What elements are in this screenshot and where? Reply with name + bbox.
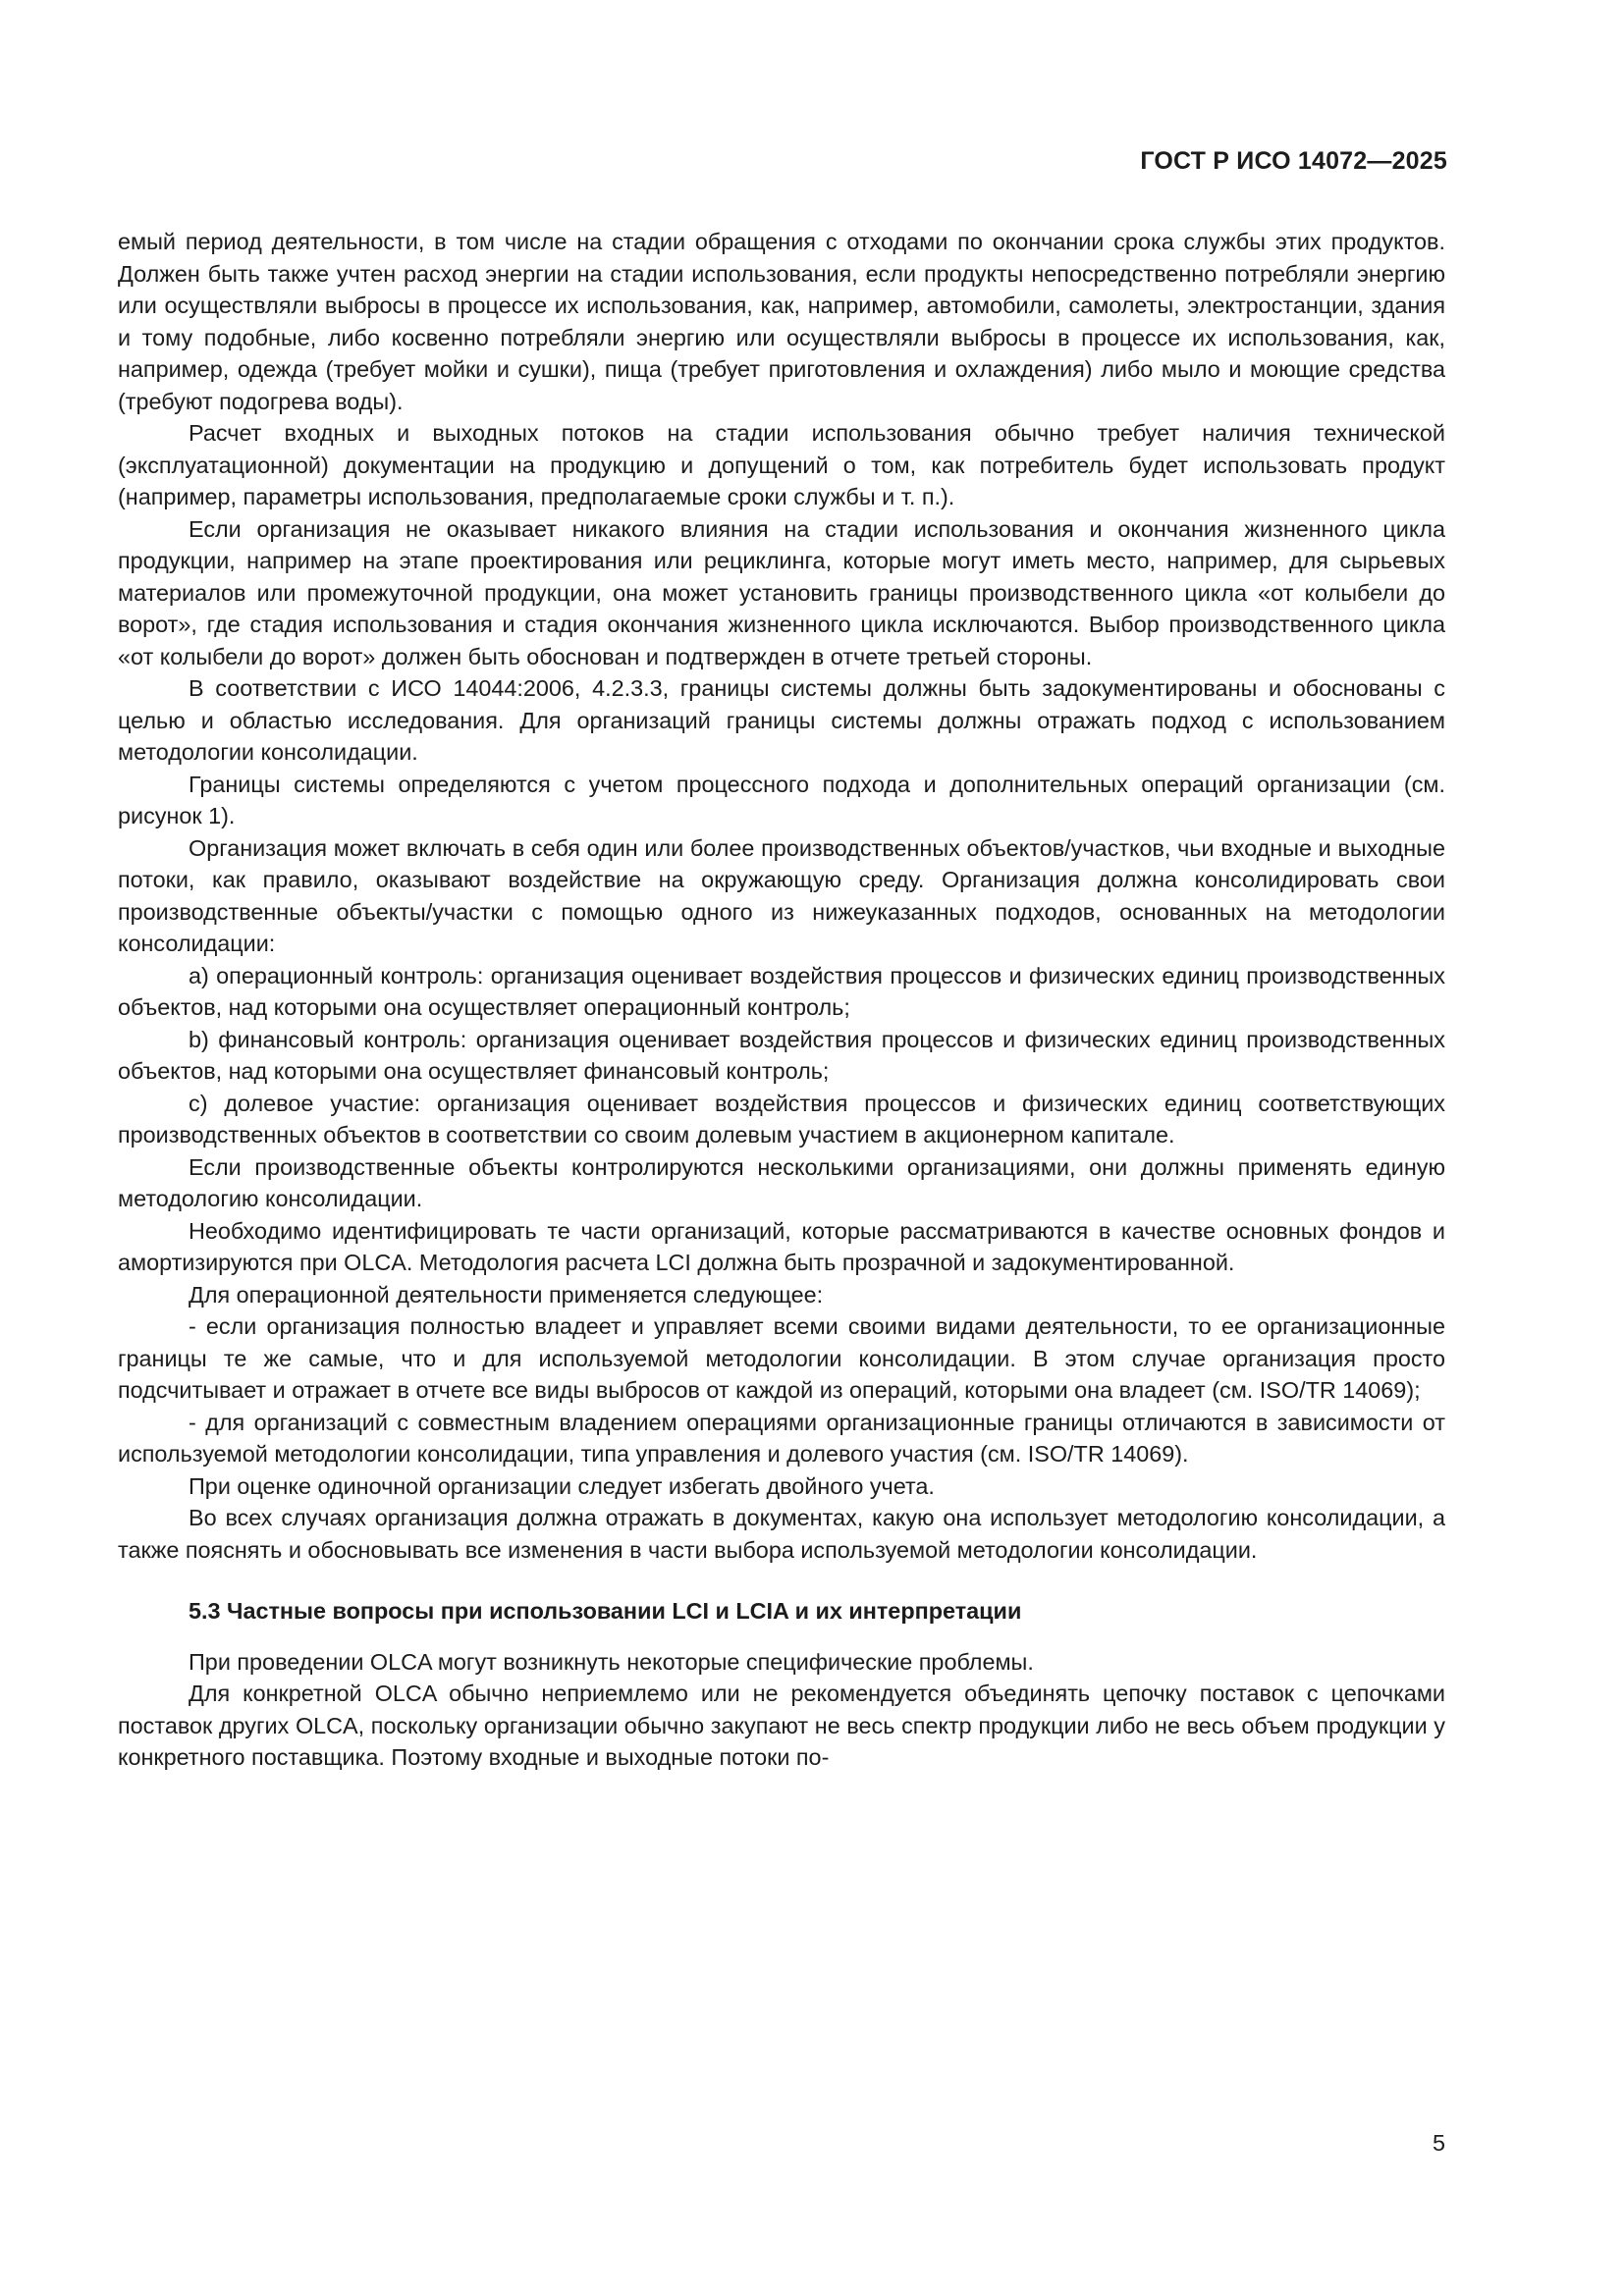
paragraph: При оценке одиночной организации следует избегать двойного учета. — [189, 1472, 935, 1499]
paragraph: В соответствии с ИСО 14044:2006, 4.2.3.3, границы системы должны быть задокументированы и обоснованы с целью и областью исследования. Для организаций границы системы должны отражать подход с использованием методологии консолидации. — [118, 675, 1445, 765]
page-header-standard-code: ГОСТ Р ИСО 14072—2025 — [1140, 147, 1447, 175]
paragraph: Если производственные объекты контролируются несколькими организациями, они должны применять единую методологию консолидации. — [118, 1153, 1445, 1211]
paragraph: Для конкретной OLCA обычно неприемлемо или не рекомендуется объединять цепочку поставок с цепочками поставок других OLCA, поскольку организации обычно закупают не весь спектр продукции либо не весь объем продукции у конкретного поставщика. Поэтому входные и выходные потоки по- — [118, 1681, 1445, 1770]
paragraph: При проведении OLCA могут возникнуть некоторые специфические проблемы. — [189, 1648, 1034, 1675]
paragraph: Границы системы определяются с учетом процессного подхода и дополнительных операций организации (см. рисунок 1). — [118, 771, 1445, 828]
paragraph: емый период деятельности, в том числе на стадии обращения с отходами по окончании срока службы этих продуктов. Должен быть также учтен расход энергии на стадии использования, если продукты непосредственно потребляли энергию или осуществляли выбросы в процессе их использования, как, например, автомобили, самолеты, электростанции, здания и тому подобные, либо косвенно потребляли энергию или осуществляли выбросы в процессе их использования, как, например, одежда (требует мойки и сушки), пища (требует приготовления и охлаждения) либо мыло и моющие средства (требуют подогрева воды). — [118, 229, 1445, 414]
list-item-financial-control: b) финансовый контроль: организация оценивает воздействия процессов и физических единиц производственных объектов, над которыми она осуществляет финансовый контроль; — [118, 1026, 1445, 1084]
paragraph: Для операционной деятельности применяется следующее: — [189, 1281, 824, 1308]
paragraph: Организация может включать в себя один или более производственных объектов/участков, чьи входные и выходные потоки, как правило, оказывают воздействие на окружающую среду. Организация должна консолидировать свои производственные объекты/участки с помощью одного из нижеуказанных подходов, основанных на методологии консолидации: — [118, 834, 1445, 956]
page-number: 5 — [1432, 2130, 1445, 2156]
paragraph: Необходимо идентифицировать те части организаций, которые рассматриваются в качестве основных фондов и амортизируются при OLCA. Методология расчета LCI должна быть прозрачной и задокументированной. — [118, 1217, 1445, 1275]
section-heading: 5.3 Частные вопросы при использовании LCI и LCIA и их интерпретации — [189, 1598, 1022, 1624]
paragraph: Во всех случаях организация должна отражать в документах, какую она использует методологию консолидации, а также пояснять и обосновывать все изменения в части выбора используемой методологии консолидации. — [118, 1505, 1445, 1563]
paragraph: Если организация не оказывает никакого влияния на стадии использования и окончания жизненного цикла продукции, например на этапе проектирования или рециклинга, которые могут иметь место, например, для сырьевых материалов или промежуточной продукции, она может установить границы производственного цикла «от колыбели до ворот», где стадия использования и стадия окончания жизненного цикла исключаются. Выбор производственного цикла «от колыбели до ворот» должен быть обоснован и подтвержден в отчете третьей стороны. — [118, 515, 1445, 669]
document-body — [118, 226, 1445, 1774]
dash-list-item: - для организаций с совместным владением операциями организационные границы отличаются в зависимости от используемой методологии консолидации, типа управления и долевого участия (см. ISO/TR 14069). — [118, 1409, 1445, 1467]
list-item-operational-control: a) операционный контроль: организация оценивает воздействия процессов и физических единиц производственных объектов, над которыми она осуществляет операционный контроль; — [118, 962, 1445, 1020]
list-item-equity-share: c) долевое участие: организация оценивает воздействия процессов и физических единиц соответствующих производственных объектов в соответствии со своим долевым участием в акционерном капитале. — [118, 1090, 1445, 1148]
paragraph: Расчет входных и выходных потоков на стадии использования обычно требует наличия технической (эксплуатационной) документации на продукцию и допущений о том, как потребитель будет использовать продукт (например, параметры использования, предполагаемые сроки службы и т. п.). — [118, 420, 1445, 509]
dash-list-item: - если организация полностью владеет и управляет всеми своими видами деятельности, то ее организационные границы те же самые, что и для используемой методологии консолидации. В этом случае организация просто подсчитывает и отражает в отчете все виды выбросов от каждой из операций, которыми она владеет (см. ISO/TR 14069); — [118, 1313, 1445, 1403]
